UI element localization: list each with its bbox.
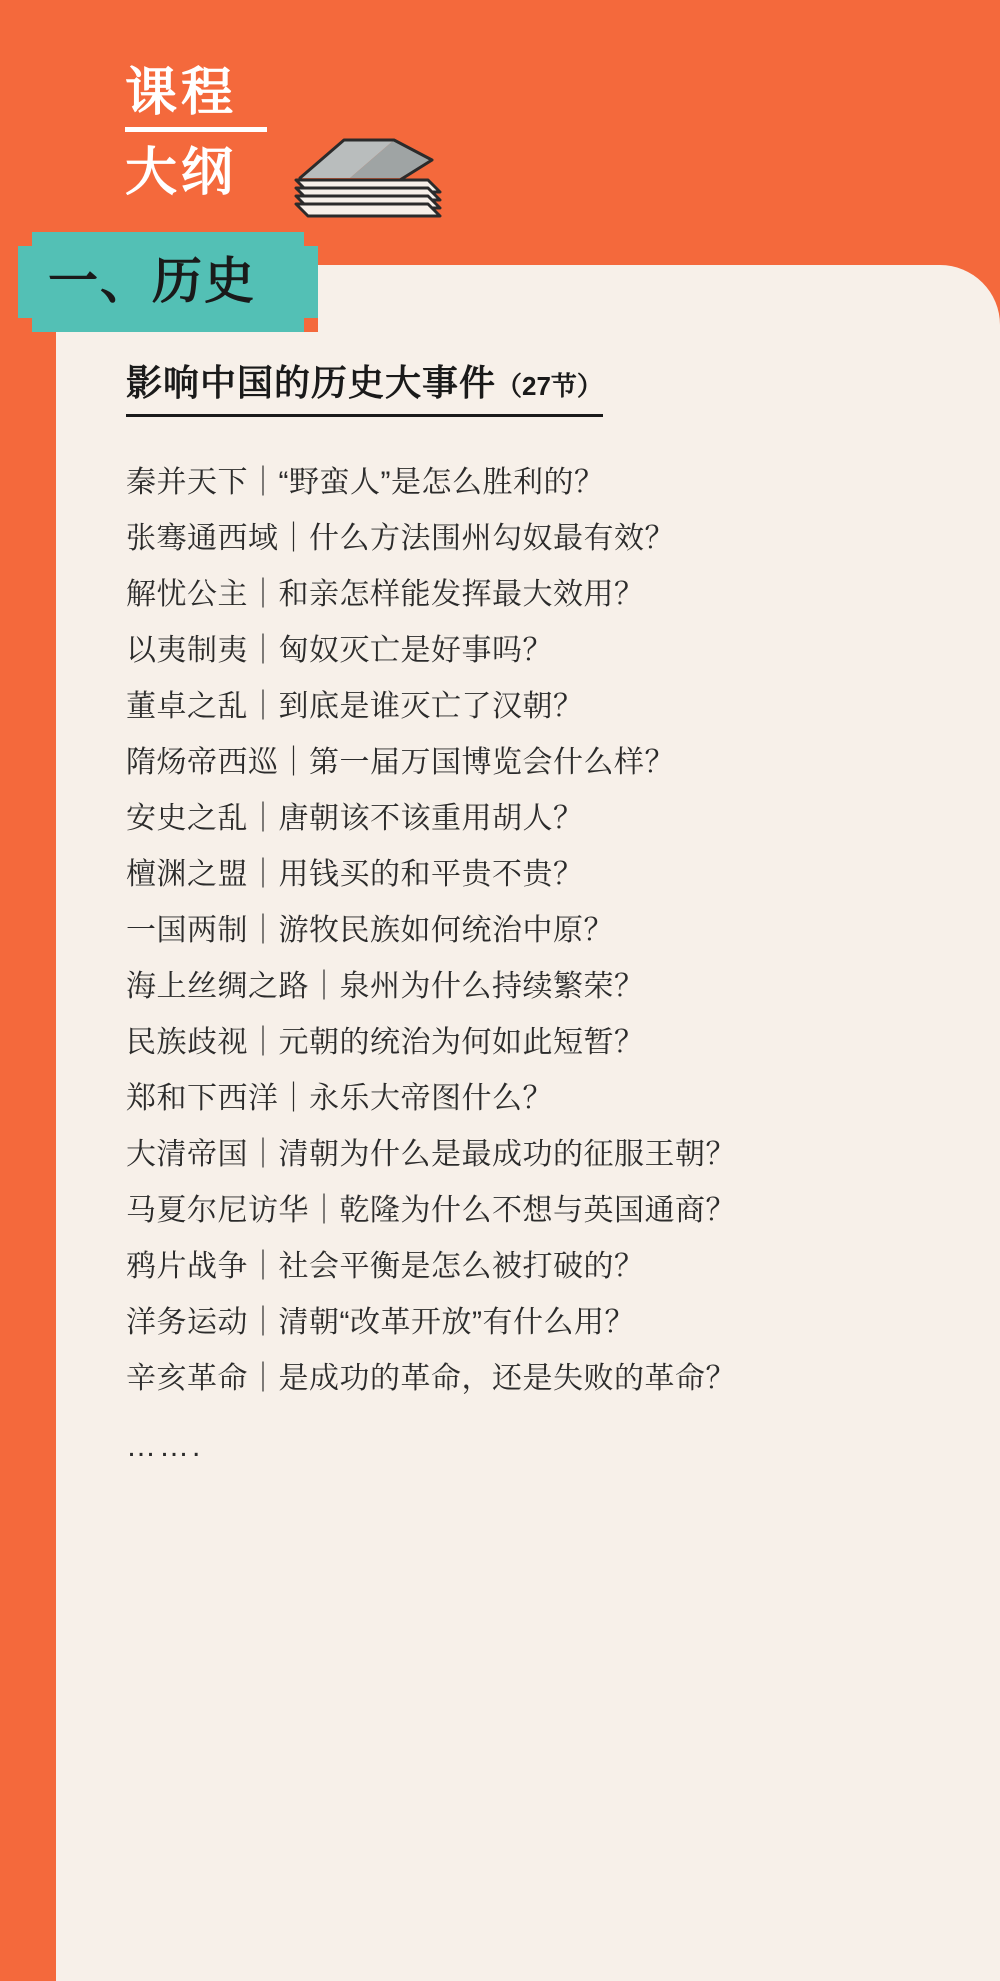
list-item: 海上丝绸之路｜泉州为什么持续繁荣？ [126,970,645,1003]
banner-notch-left [18,318,32,332]
lesson-list [126,455,946,1475]
list-item: 秦并天下｜“野蛮人”是怎么胜利的？ [126,466,605,499]
list-item: 民族歧视｜元朝的统治为何如此短暂？ [126,1026,645,1059]
list-item: 解忧公主｜和亲怎样能发挥最大效用？ [126,578,645,611]
list-item: 大清帝国｜清朝为什么是最成功的征服王朝？ [126,1138,736,1171]
list-item: 张骞通西域｜什么方法围州勾奴最有效？ [126,522,675,555]
course-heading-count: （27节） [496,371,603,401]
book-icon [282,130,462,225]
list-item: 以夷制夷｜匈奴灭亡是好事吗？ [126,634,553,667]
banner-notch-right [304,318,318,332]
list-item: 一国两制｜游牧民族如何统治中原？ [126,914,614,947]
header-title-line1: 课程 [125,62,267,132]
list-item: 檀渊之盟｜用钱买的和平贵不贵？ [126,858,584,891]
list-more-indicator: ……. [126,1430,204,1463]
list-item: 洋务运动｜清朝“改革开放”有什么用？ [126,1306,635,1339]
list-item: 郑和下西洋｜永乐大帝图什么？ [126,1082,553,1115]
course-block [126,355,946,1475]
section-title: 一、历史 [48,253,256,309]
list-item: 马夏尔尼访华｜乾隆为什么不想与英国通商？ [126,1194,736,1227]
list-item: 安史之乱｜唐朝该不该重用胡人？ [126,802,584,835]
list-item: 辛亥革命｜是成功的革命，还是失败的革命？ [126,1362,736,1395]
header-title-line2: 大纲 [125,144,238,202]
banner-notch-top-right [304,232,318,246]
banner-notch-top-left [18,232,32,246]
course-heading-main: 影响中国的历史大事件 [126,362,497,403]
section-banner [18,232,318,332]
list-item: 鸦片战争｜社会平衡是怎么被打破的？ [126,1250,645,1283]
course-heading [126,355,603,417]
list-item: 隋炀帝西巡｜第一届万国博览会什么样？ [126,746,675,779]
list-item: 董卓之乱｜到底是谁灭亡了汉朝？ [126,690,584,723]
header [0,0,1000,270]
